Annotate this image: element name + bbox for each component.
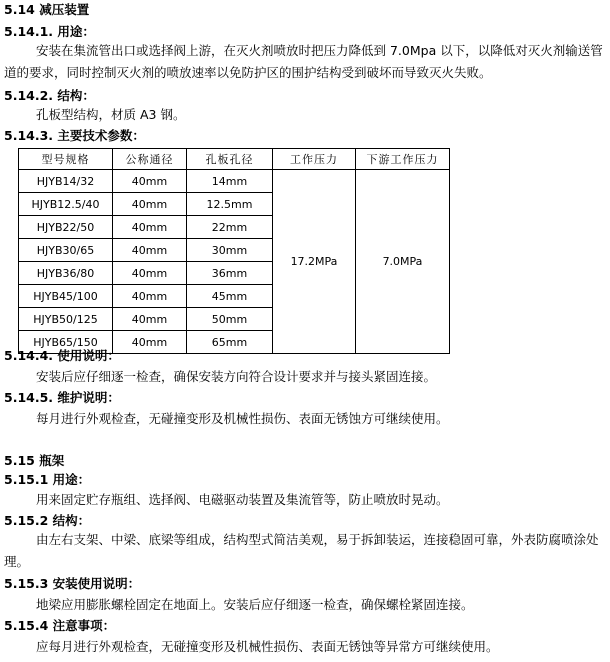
cell-nominal: 40mm [113, 285, 187, 308]
cell-orifice: 14mm [187, 170, 273, 193]
cell-model: HJYB45/100 [19, 285, 113, 308]
col-header-nominal-diameter: 公称通径 [113, 149, 187, 170]
cell-nominal: 40mm [113, 308, 187, 331]
col-header-orifice-diameter: 孔板孔径 [187, 149, 273, 170]
cell-model: HJYB36/80 [19, 262, 113, 285]
cell-orifice: 50mm [187, 308, 273, 331]
instructions-text-5-14: 安装后应仔细逐一检查，确保安装方向符合设计要求并与接头紧固连接。 [36, 369, 437, 384]
heading-5-15-2: 5.15.2 结构： [4, 513, 91, 528]
cell-nominal: 40mm [113, 193, 187, 216]
cell-model: HJYB12.5/40 [19, 193, 113, 216]
cell-nominal: 40mm [113, 170, 187, 193]
notes-text-5-15: 应每月进行外观检查，无碰撞变形及机械性损伤、表面无锈蚀等异常方可继续使用。 [36, 639, 499, 654]
heading-5-15-3: 5.15.3 安装使用说明： [4, 576, 141, 591]
cell-nominal: 40mm [113, 216, 187, 239]
cell-orifice: 22mm [187, 216, 273, 239]
heading-5-14-4: 5.14.4. 使用说明： [4, 348, 120, 363]
cell-model: HJYB50/125 [19, 308, 113, 331]
section-title-5-14: 5.14 减压装置 [4, 2, 90, 17]
heading-5-14-2: 5.14.2. 结构： [4, 88, 95, 103]
heading-5-14-5: 5.14.5. 维护说明： [4, 390, 120, 405]
cell-orifice: 45mm [187, 285, 273, 308]
col-header-downstream-pressure: 下游工作压力 [356, 149, 450, 170]
cell-orifice: 30mm [187, 239, 273, 262]
cell-model: HJYB22/50 [19, 216, 113, 239]
usage-text-5-14: 安装在集流管出口或选择阀上游，在灭火剂喷放时把压力降低到 7.0Mpa 以下，以降低对灭火剂输送管道的要求，同时控制灭火剂的喷放速率以免防护区的围护结构受到破坏而导致灭火失败。 [4, 43, 603, 80]
col-header-model: 型号规格 [19, 149, 113, 170]
cell-orifice: 65mm [187, 331, 273, 354]
cell-orifice: 36mm [187, 262, 273, 285]
heading-5-14-1: 5.14.1. 用途： [4, 24, 95, 39]
cell-nominal: 40mm [113, 239, 187, 262]
cell-orifice: 12.5mm [187, 193, 273, 216]
cell-work-pressure: 17.2MPa [273, 170, 356, 354]
heading-5-15-4: 5.15.4 注意事项： [4, 618, 116, 633]
table-row [19, 170, 450, 193]
install-text-5-15: 地梁应用膨胀螺栓固定在地面上。安装后应仔细逐一检查，确保螺栓紧固连接。 [36, 597, 474, 612]
cell-model: HJYB14/32 [19, 170, 113, 193]
cell-downstream-pressure: 7.0MPa [356, 170, 450, 354]
cell-nominal: 40mm [113, 331, 187, 354]
structure-text-5-15: 由左右支架、中梁、底梁等组成，结构型式简洁美观，易于拆卸装运，连接稳固可靠，外表防腐喷涂处理。 [4, 532, 599, 569]
table-header-row [19, 149, 450, 170]
heading-5-14-3: 5.14.3. 主要技术参数： [4, 128, 145, 143]
cell-model: HJYB65/150 [19, 331, 113, 354]
cell-model: HJYB30/65 [19, 239, 113, 262]
structure-text-5-14: 孔板型结构，材质 A3 钢。 [36, 107, 186, 122]
col-header-work-pressure: 工作压力 [273, 149, 356, 170]
maintenance-text-5-14: 每月进行外观检查，无碰撞变形及机械性损伤、表面无锈蚀方可继续使用。 [36, 411, 449, 426]
section-title-5-15: 5.15 瓶架 [4, 453, 65, 468]
spec-table [18, 148, 450, 354]
heading-5-15-1: 5.15.1 用途： [4, 472, 91, 487]
usage-text-5-15: 用来固定贮存瓶组、选择阀、电磁驱动装置及集流管等，防止喷放时晃动。 [36, 492, 449, 507]
cell-nominal: 40mm [113, 262, 187, 285]
